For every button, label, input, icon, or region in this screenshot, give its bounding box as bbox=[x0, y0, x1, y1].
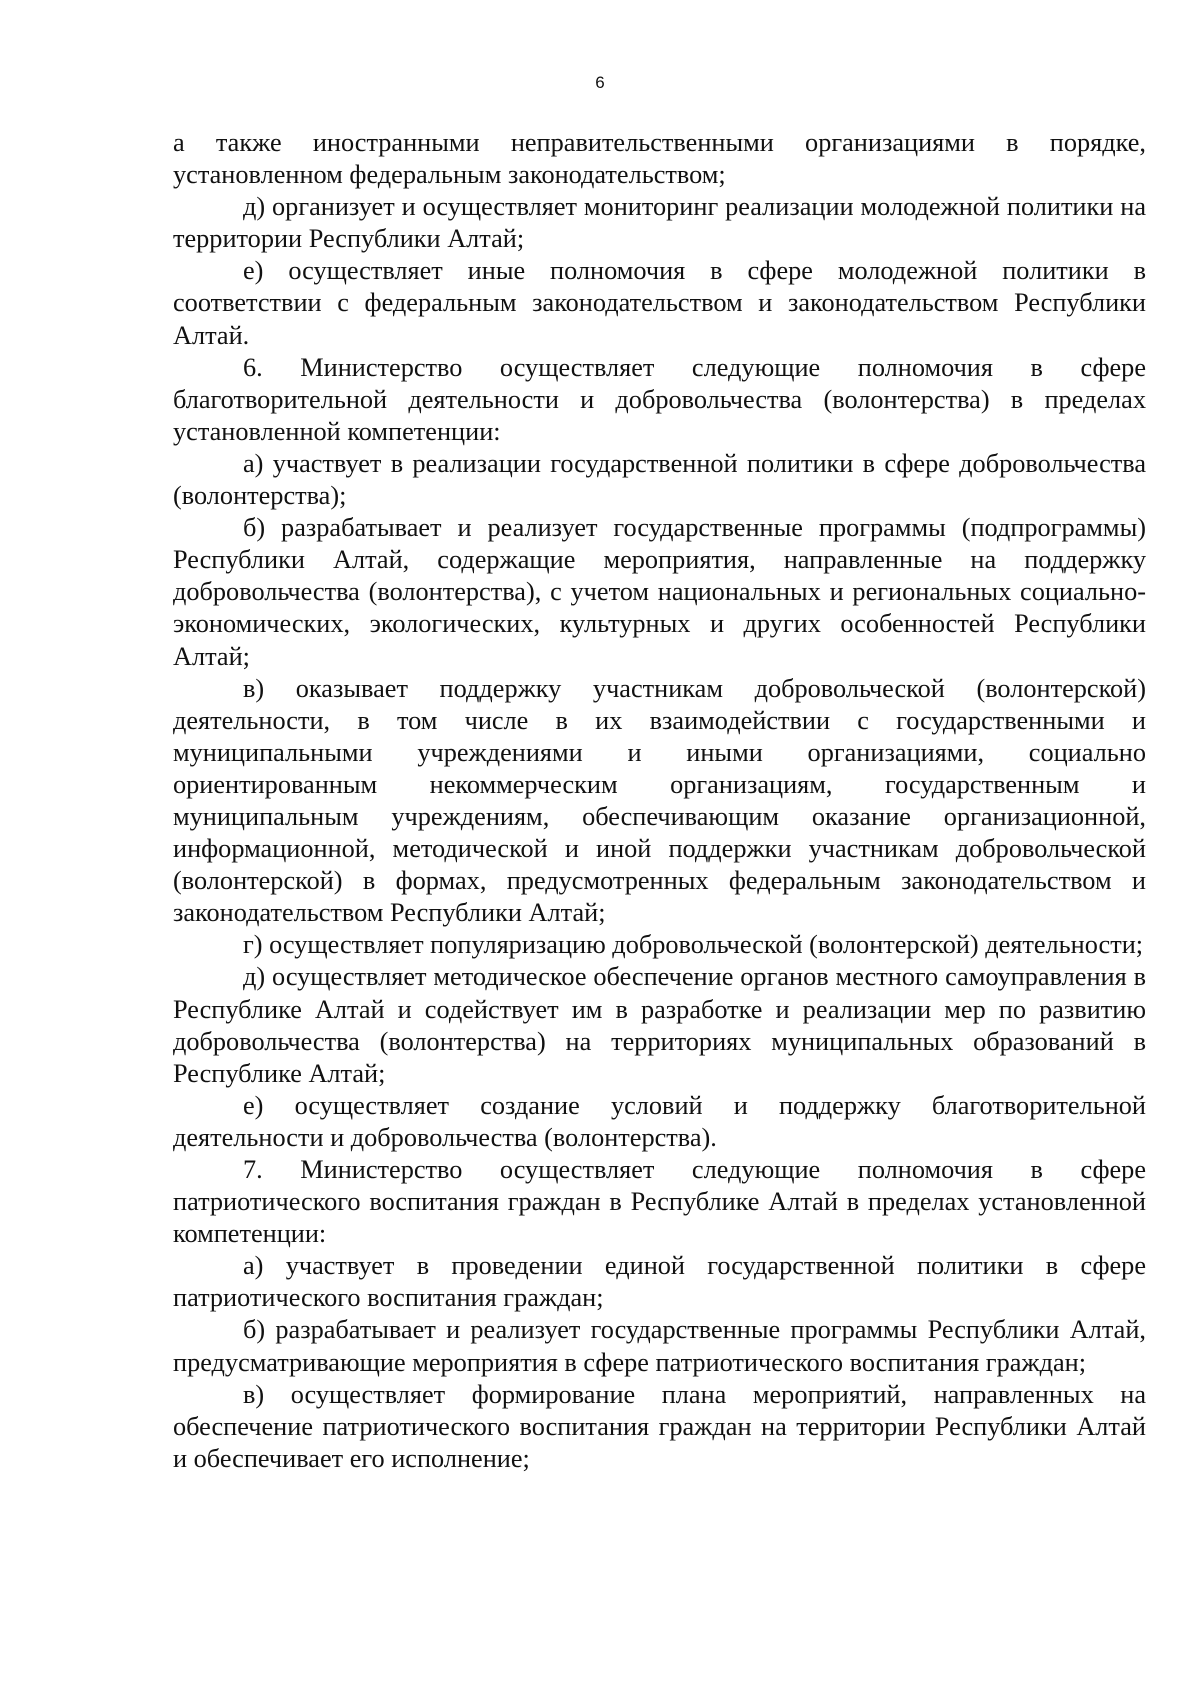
paragraph-6-charity-volunteering: 6. Министерство осуществляет следующие полномочия в сфере благотворительной деятельности и добровольчества (волонтерства) в пределах установленной компетенции: bbox=[173, 352, 1146, 446]
paragraph-6e: е) осуществляет создание условий и поддержку благотворительной деятельности и добровольчества (волонтерства). bbox=[173, 1090, 1146, 1152]
paragraph-5d-monitoring: д) организует и осуществляет мониторинг реализации молодежной политики на территории Республики Алтай; bbox=[173, 192, 1146, 254]
paragraph-continuation: а также иностранными неправительственными организациями в порядке, установленном федеральным законодательством; bbox=[173, 128, 1146, 190]
paragraph-6d: д) осуществляет методическое обеспечение органов местного самоуправления в Республике Алтай и содействует им в разработке и реализации мер по развитию добровольчества (волонтерства) на территориях муниципальных образований в Республике Алтай; bbox=[173, 962, 1146, 1088]
paragraph-6b: б) разрабатывает и реализует государственные программы (подпрограммы) Республики Алтай, содержащие мероприятия, направленные на поддержку добровольчества (волонтерства), с учетом национальных и региональных социально-экономических, экологических, культурных и других особенностей Республики Алтай; bbox=[173, 513, 1146, 671]
paragraph-6g: г) осуществляет популяризацию добровольческой (волонтерской) деятельности; bbox=[243, 930, 1144, 960]
paragraph-6v: в) оказывает поддержку участникам добровольческой (волонтерской) деятельности, в том числе в их взаимодействии с государственными и муниципальными учреждениями и иными организациями, социально ориентированным некоммерческим организациям, государственным и муниципальным учреждениям, обеспечивающим оказание организационной, информационной, методической и иной поддержки участникам добровольческой (волонтерской) в формах, предусмотренных федеральным законодательством и законодательством Республики Алтай; bbox=[173, 673, 1146, 928]
paragraph-7b: б) разрабатывает и реализует государственные программы Республики Алтай, предусматривающие мероприятия в сфере патриотического воспитания граждан; bbox=[173, 1315, 1146, 1377]
paragraph-7-patriotic-education: 7. Министерство осуществляет следующие полномочия в сфере патриотического воспитания граждан в Республике Алтай в пределах установленной компетенции: bbox=[173, 1155, 1146, 1249]
paragraph-7v: в) осуществляет формирование плана мероприятий, направленных на обеспечение патриотического воспитания граждан на территории Республики Алтай и обеспечивает его исполнение; bbox=[173, 1379, 1146, 1473]
page-number: 6 bbox=[595, 73, 605, 92]
document-body bbox=[173, 127, 1146, 1475]
paragraph-6a: а) участвует в реализации государственной политики в сфере добровольчества (волонтерства); bbox=[173, 448, 1146, 511]
paragraph-5e-other-powers: е) осуществляет иные полномочия в сфере молодежной политики в соответствии с федеральным законодательством и законодательством Республики Алтай. bbox=[173, 256, 1146, 350]
paragraph-7a: а) участвует в проведении единой государственной политики в сфере патриотического воспитания граждан; bbox=[173, 1251, 1146, 1313]
